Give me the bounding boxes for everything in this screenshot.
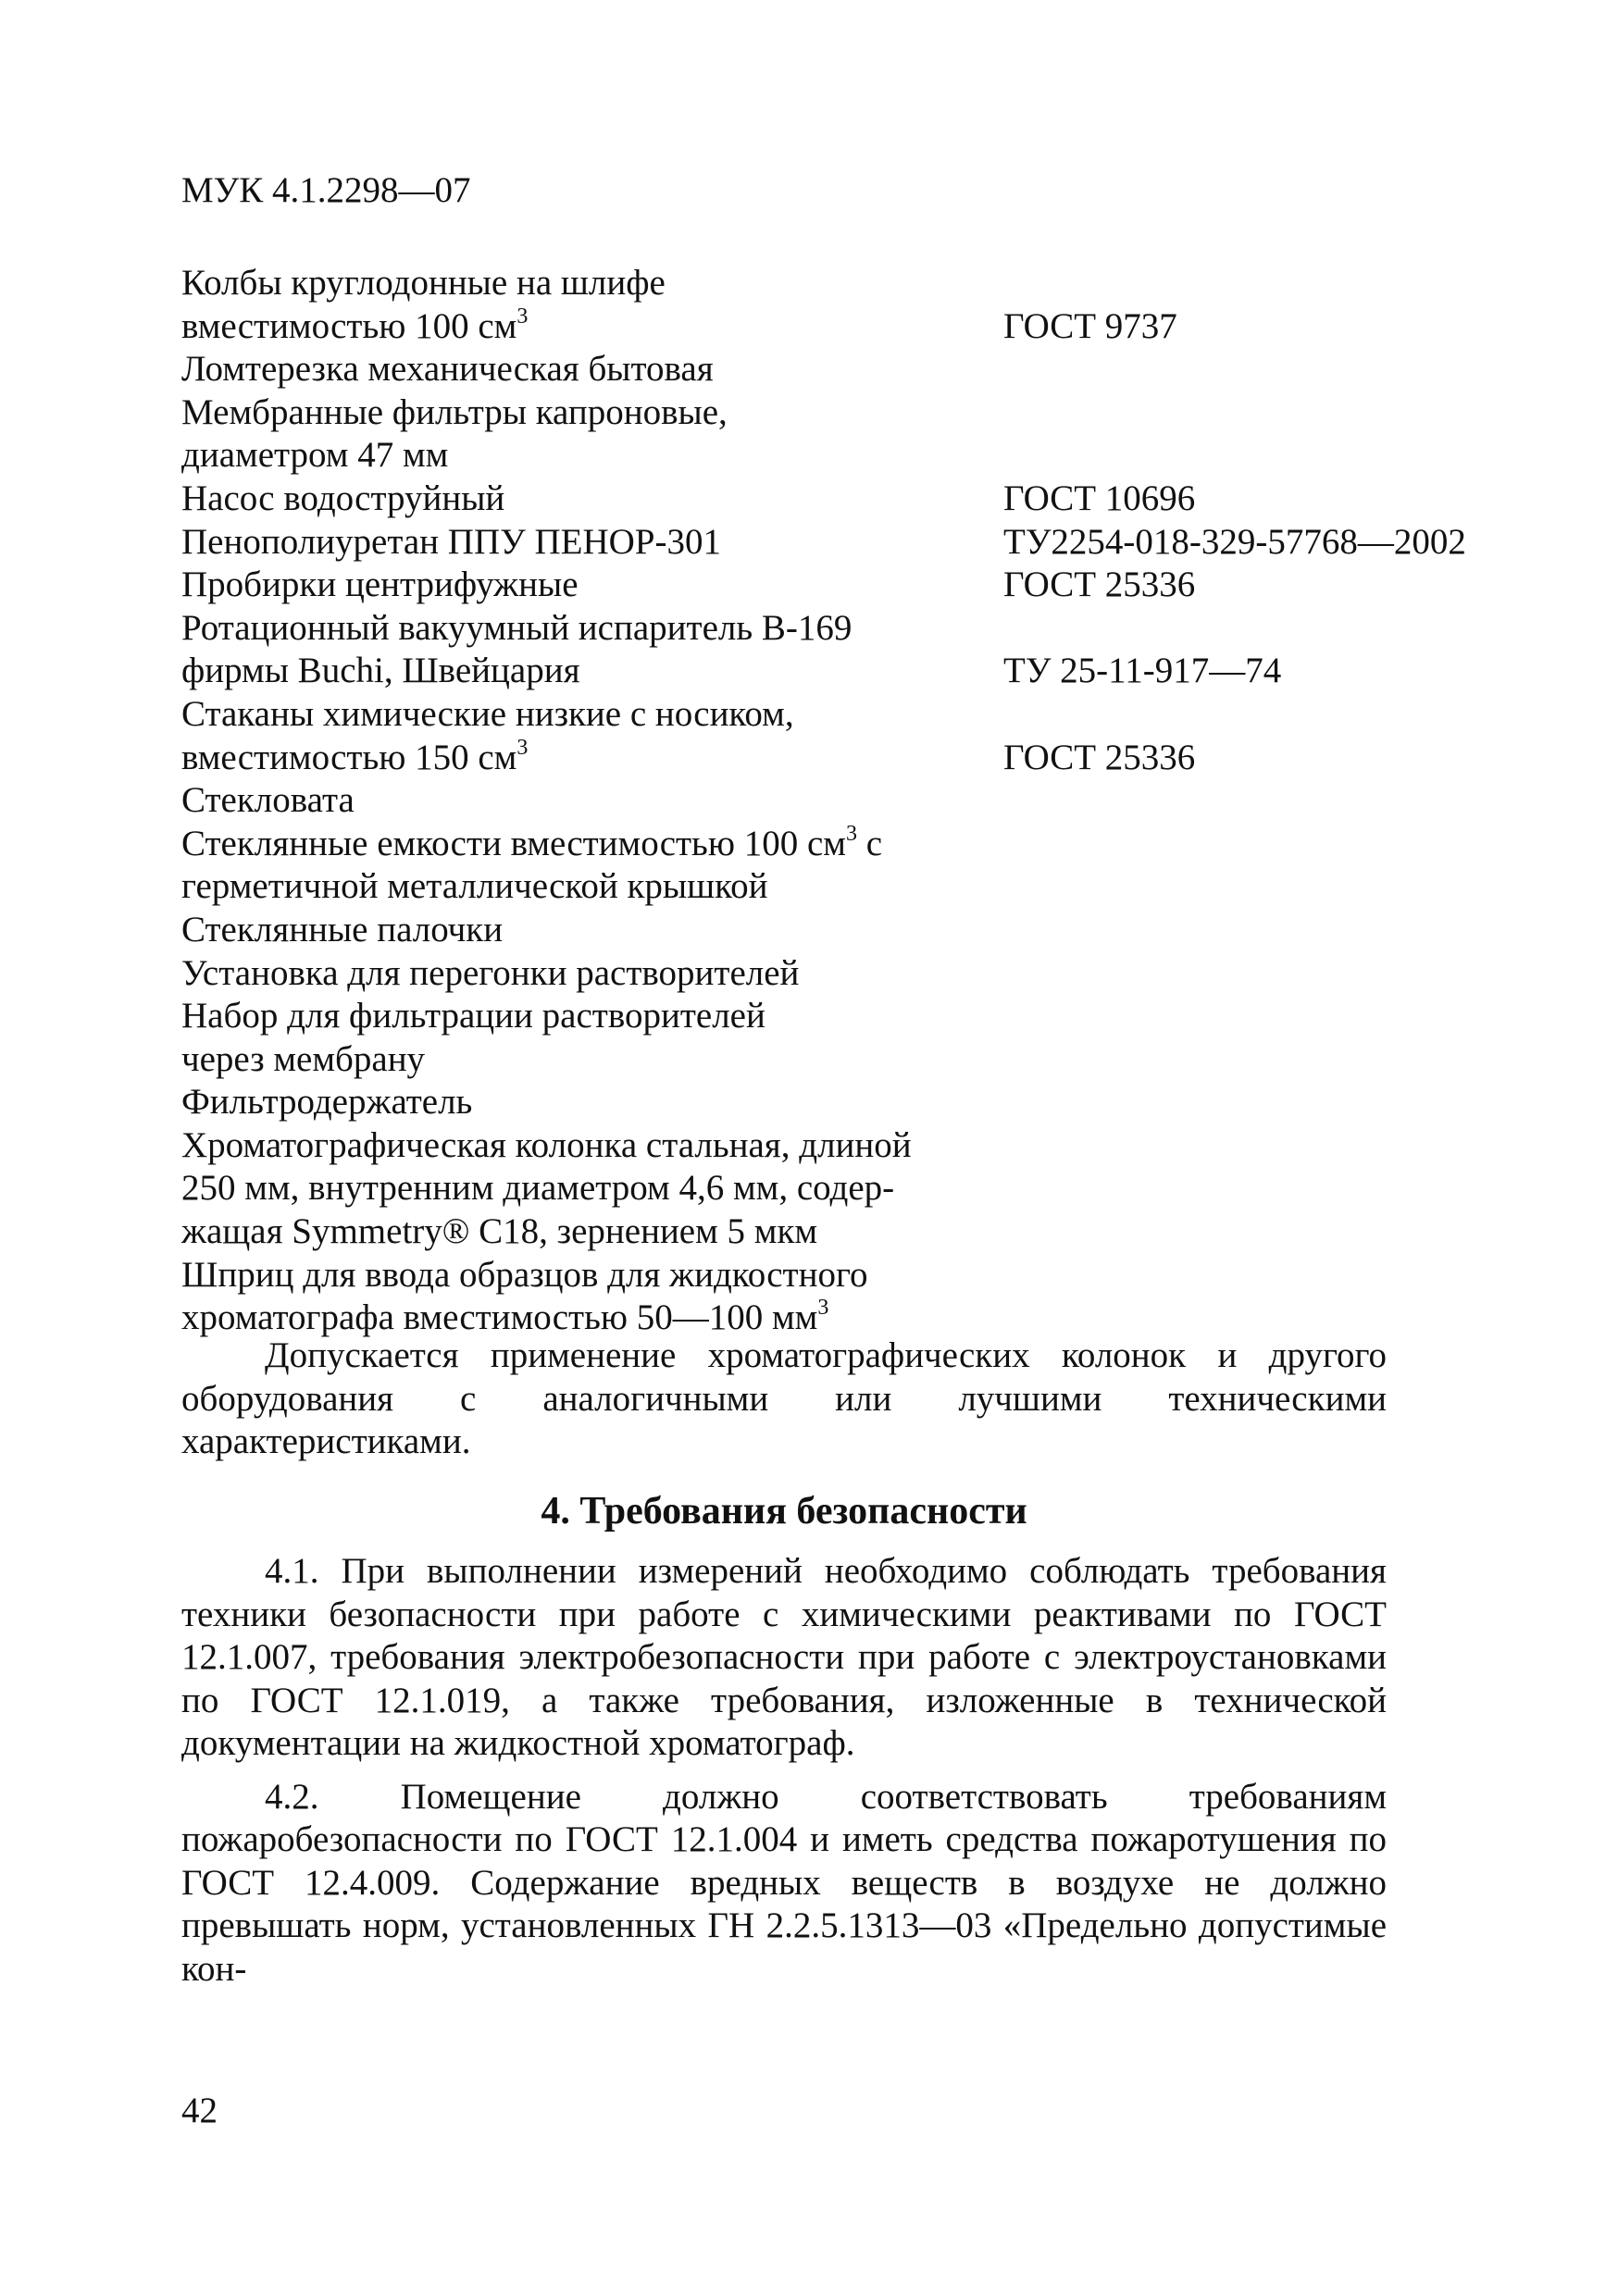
note-paragraph: Допускается применение хроматографических колонок и другого оборудования с аналогичными или лучшими техническими характеристиками. (181, 1335, 1387, 1461)
section-paragraph-4-2: 4.2. Помещение должно соответствовать требованиям пожаробезопасности по ГОСТ 12.1.004 и иметь средства пожаротушения по ГОСТ 12.4.009. Содержание вредных веществ в воздухе не должно превышать норм, установленных ГН 2.2.5.1313—03 «Предельно допустимые кон- (181, 1776, 1387, 1989)
equipment-name (181, 1254, 1496, 1340)
equipment-name (181, 478, 1496, 521)
equipment-name-line: Пенополиуретан ППУ ПЕНОР-301 (181, 521, 721, 562)
equipment-name-line: Стекловата (181, 780, 355, 821)
equipment-name (181, 348, 1496, 391)
equipment-item (181, 909, 1496, 952)
equipment-name-line: Шприц для ввода образцов для жидкостного (181, 1254, 868, 1295)
equipment-name-line: Хроматографическая колонка стальная, длиной (181, 1124, 912, 1165)
equipment-name (181, 564, 1496, 607)
equipment-name (181, 952, 1496, 996)
equipment-name-line: Стеклянные емкости вместимостью 100 $см^3$ с (181, 821, 883, 863)
equipment-name (181, 909, 1496, 952)
equipment-name-line: вместимостью 100 $см^3$ (181, 304, 529, 346)
equipment-name-line: хроматографа вместимостью 50—100 $мм^3$ (181, 1296, 829, 1338)
equipment-name-line: Стаканы химические низкие с носиком, (181, 693, 794, 734)
equipment-name-line: герметичной металлической крышкой (181, 866, 768, 907)
equipment-item (181, 564, 1496, 607)
equipment-list (181, 262, 1496, 1340)
equipment-item (181, 1254, 1496, 1340)
equipment-standard: ГОСТ 9737 (1003, 305, 1177, 346)
equipment-item (181, 693, 1496, 779)
equipment-name-line: Пробирки центрифужные (181, 565, 579, 605)
equipment-name (181, 693, 1496, 779)
equipment-name-line: диаметром 47 мм (181, 435, 449, 476)
equipment-item (181, 478, 1496, 521)
equipment-name (181, 391, 1496, 478)
equipment-name (181, 779, 1496, 823)
equipment-item (181, 262, 1496, 348)
section-title: 4. Требования безопасности (541, 1490, 1027, 1533)
equipment-name-line: Набор для фильтрации растворителей (181, 996, 765, 1036)
equipment-item (181, 348, 1496, 391)
equipment-name-line: вместимостью 150 $см^3$ (181, 735, 529, 777)
equipment-note (181, 1334, 1387, 1464)
equipment-name (181, 1081, 1496, 1124)
equipment-name-line: Ломтерезка механическая бытовая (181, 349, 714, 390)
equipment-name (181, 823, 1496, 909)
equipment-item (181, 607, 1496, 693)
section-paragraph-4-1: 4.1. При выполнении измерений необходимо соблюдать требования техники безопасности при работе с химическими реактивами по ГОСТ 12.1.007, требования электробезопасности при работе с электроустановками по ГОСТ 12.1.019, а также требования, изложенные в технической документации на жидкостной хроматограф. (181, 1551, 1387, 1763)
equipment-name-line: фирмы Buchi, Швейцария (181, 651, 580, 691)
equipment-standard: ТУ 25-11-917—74 (1003, 651, 1282, 691)
equipment-name-line: Колбы круглодонные на шлифе (181, 263, 666, 303)
equipment-name-line: через мембрану (181, 1038, 426, 1079)
equipment-name (181, 607, 1496, 693)
equipment-name-line: 250 мм, внутренним диаметром 4,6 мм, содер- (181, 1168, 895, 1209)
equipment-item (181, 1081, 1496, 1124)
page-number: 42 (181, 2091, 218, 2130)
equipment-standard: ГОСТ 25336 (1003, 565, 1196, 605)
equipment-name (181, 262, 1496, 348)
equipment-name (181, 995, 1496, 1081)
equipment-item (181, 779, 1496, 823)
section-body (181, 1550, 1387, 1991)
equipment-item (181, 1124, 1496, 1254)
equipment-standard: ТУ2254-018-329-57768—2002 (1003, 521, 1466, 562)
equipment-standard: ГОСТ 25336 (1003, 737, 1196, 777)
equipment-item (181, 391, 1496, 478)
equipment-name-line: жащая Symmetry® C18, зернением 5 мкм (181, 1211, 818, 1252)
equipment-standard: ГОСТ 10696 (1003, 478, 1196, 518)
equipment-name (181, 1124, 1496, 1254)
equipment-item (181, 521, 1496, 565)
equipment-name-line: Установка для перегонки растворителей (181, 952, 800, 993)
equipment-name-line: Мембранные фильтры капроновые, (181, 391, 728, 432)
equipment-item (181, 995, 1496, 1081)
equipment-name-line: Фильтродержатель (181, 1082, 473, 1123)
equipment-item (181, 823, 1496, 909)
document-code-header: МУК 4.1.2298—07 (181, 170, 471, 210)
equipment-item (181, 952, 1496, 996)
equipment-name-line: Насос водоструйный (181, 478, 505, 518)
equipment-name-line: Ротационный вакуумный испаритель В-169 (181, 607, 853, 648)
equipment-name-line: Стеклянные палочки (181, 909, 504, 949)
